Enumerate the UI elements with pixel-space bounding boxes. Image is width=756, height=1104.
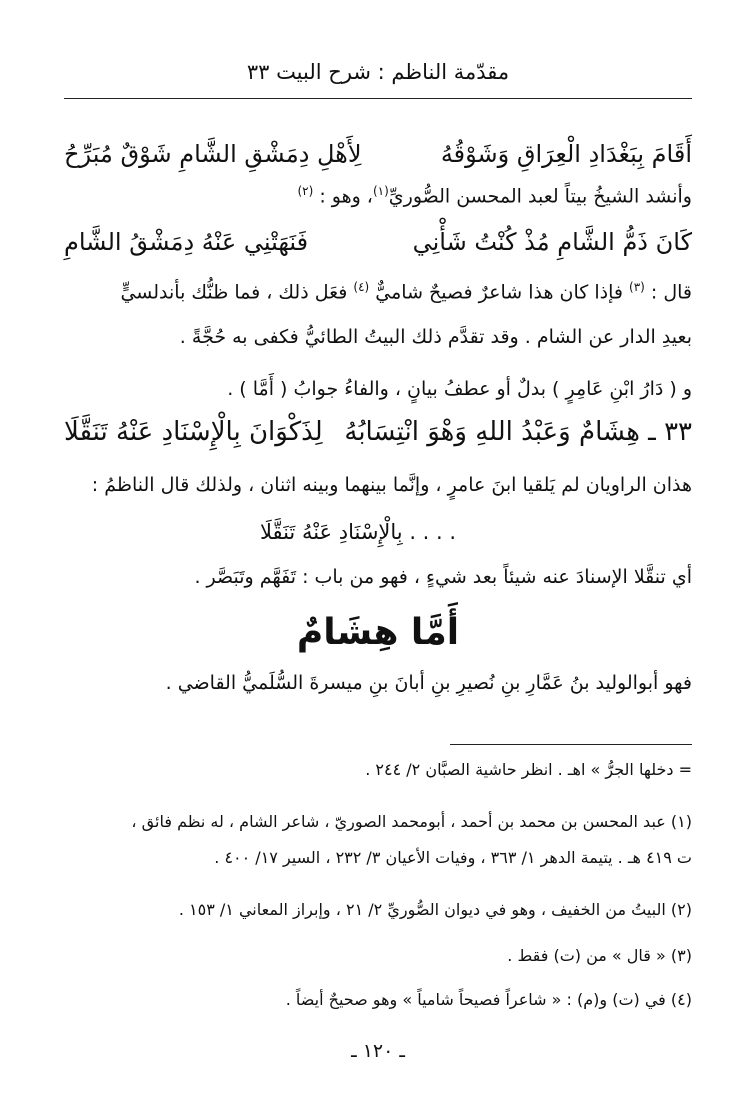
verse-33 — [64, 417, 692, 447]
paragraph-anshad — [64, 184, 692, 207]
paragraph-qala — [64, 280, 692, 303]
footnote-ref-2: (٢) — [297, 184, 314, 198]
paragraph-fahuwa: فهو أبوالوليد بنُ عَمَّارِ بنِ نُصيرِ بنِ أبانَ بنِ ميسرةَ السُّلَميُّ القاضي . — [165, 672, 692, 694]
verse-2-second-hemistich: فَنَهَتْنِي عَنْهُ دِمَشْقُ الشَّامِ — [64, 228, 309, 256]
paragraph-hadhan: هذان الراويان لم يَلقيا ابنَ عامرٍ ، وإنَّما بينهما وبينه اثنان ، ولذلك قال الناظمُ : — [91, 474, 692, 496]
paragraph-baeed: بعيدِ الدار عن الشام . وقد تقدَّم ذلك البيتُ الطائيُّ فكفى به حُجَّةً . — [179, 326, 692, 348]
footnote-ref-4: (٤) — [353, 280, 370, 294]
qala-before: قال : — [650, 281, 692, 304]
quoted-hemistich: . . . . بِالْإِسْنَادِ عَنْهُ تَنَقَّلَا — [259, 520, 457, 544]
footnote-separator — [450, 744, 692, 745]
running-header: مقدّمة الناظم : شرح البيت ٣٣ — [246, 60, 510, 84]
footnote-ref-3: (٣) — [629, 280, 645, 294]
anshad-text: وأنشد الشيخُ بيتاً لعبد المحسن الصُّوريِّ — [388, 185, 692, 208]
verse-line-1 — [64, 140, 692, 168]
anshad-mid: ، وهو : — [319, 185, 373, 208]
footnote-1-line-1: (١) عبد المحسن بن محمد بن أحمد ، أبومحمد الصوريّ ، شاعر الشام ، له نظم فائق ، — [131, 812, 692, 831]
verse-33-second-hemistich: لِذَكْوَانَ بِالْإِسْنَادِ عَنْهُ تَنَقَّلَا — [64, 417, 323, 447]
verse-2-first-hemistich: كَانَ ذَمُّ الشَّامِ مُذْ كُنْتُ شَأْنِي — [412, 228, 692, 256]
verse-33-first-hemistich: ٣٣ ـ هِشَامٌ وَعَبْدُ اللهِ وَهْوَ انْتِسَابُهُ — [344, 417, 692, 447]
footnote-2: (٢) البيتُ من الخفيف ، وهو في ديوان الصُّوريِّ ٢/ ٢١ ، وإبراز المعاني ١/ ١٥٣ . — [178, 900, 692, 919]
footnote-1-line-2: ت ٤١٩ هـ . يتيمة الدهر ١/ ٣٦٣ ، وفيات الأعيان ٣/ ٢٣٢ ، السير ١٧/ ٤٠٠ . — [214, 848, 692, 867]
paragraph-dar: و ( دَارُ ابْنِ عَامِرٍ ) بدلٌ أو عطفُ بيانٍ ، والفاءُ جوابُ ( أَمَّا ) . — [227, 378, 692, 400]
footnote-4: (٤) في (ت) و(م) : « شاعراً فصيحاً شامياً » وهو صحيحٌ أيضاً . — [285, 990, 692, 1009]
page-number: ـ ١٢٠ ـ — [351, 1040, 405, 1062]
verse-line-2 — [64, 228, 692, 256]
header-rule — [64, 98, 692, 99]
verse-1-second-hemistich: لِأَهْلِ دِمَشْقِ الشَّامِ شَوْقٌ مُبَرِّحُ — [64, 140, 362, 168]
footnote-ref-1: (١) — [372, 184, 389, 198]
qala-mid: فإذا كان هذا شاعرٌ فصيحٌ شاميٌّ — [375, 281, 623, 304]
paragraph-ay: أي تنقَّلا الإسنادَ عنه شيئاً بعد شيءٍ ، فهو من باب : تَفَهَّم وتَبَصَّر . — [194, 566, 692, 588]
verse-1-first-hemistich: أَقَامَ بِبَغْدَادِ الْعِرَاقِ وَشَوْقُهُ — [440, 140, 692, 168]
footnote-continuation: = دخلها الجرُّ » اهـ . انظر حاشية الصبَّان ٢/ ٢٤٤ . — [365, 760, 692, 779]
section-heading: أَمَّا هِشَامٌ — [296, 612, 460, 653]
footnote-3: (٣) « قال » من (ت) فقط . — [507, 946, 692, 965]
qala-after: فعَل ذلك ، فما ظنُّك بأندلسيٍّ — [120, 281, 348, 304]
